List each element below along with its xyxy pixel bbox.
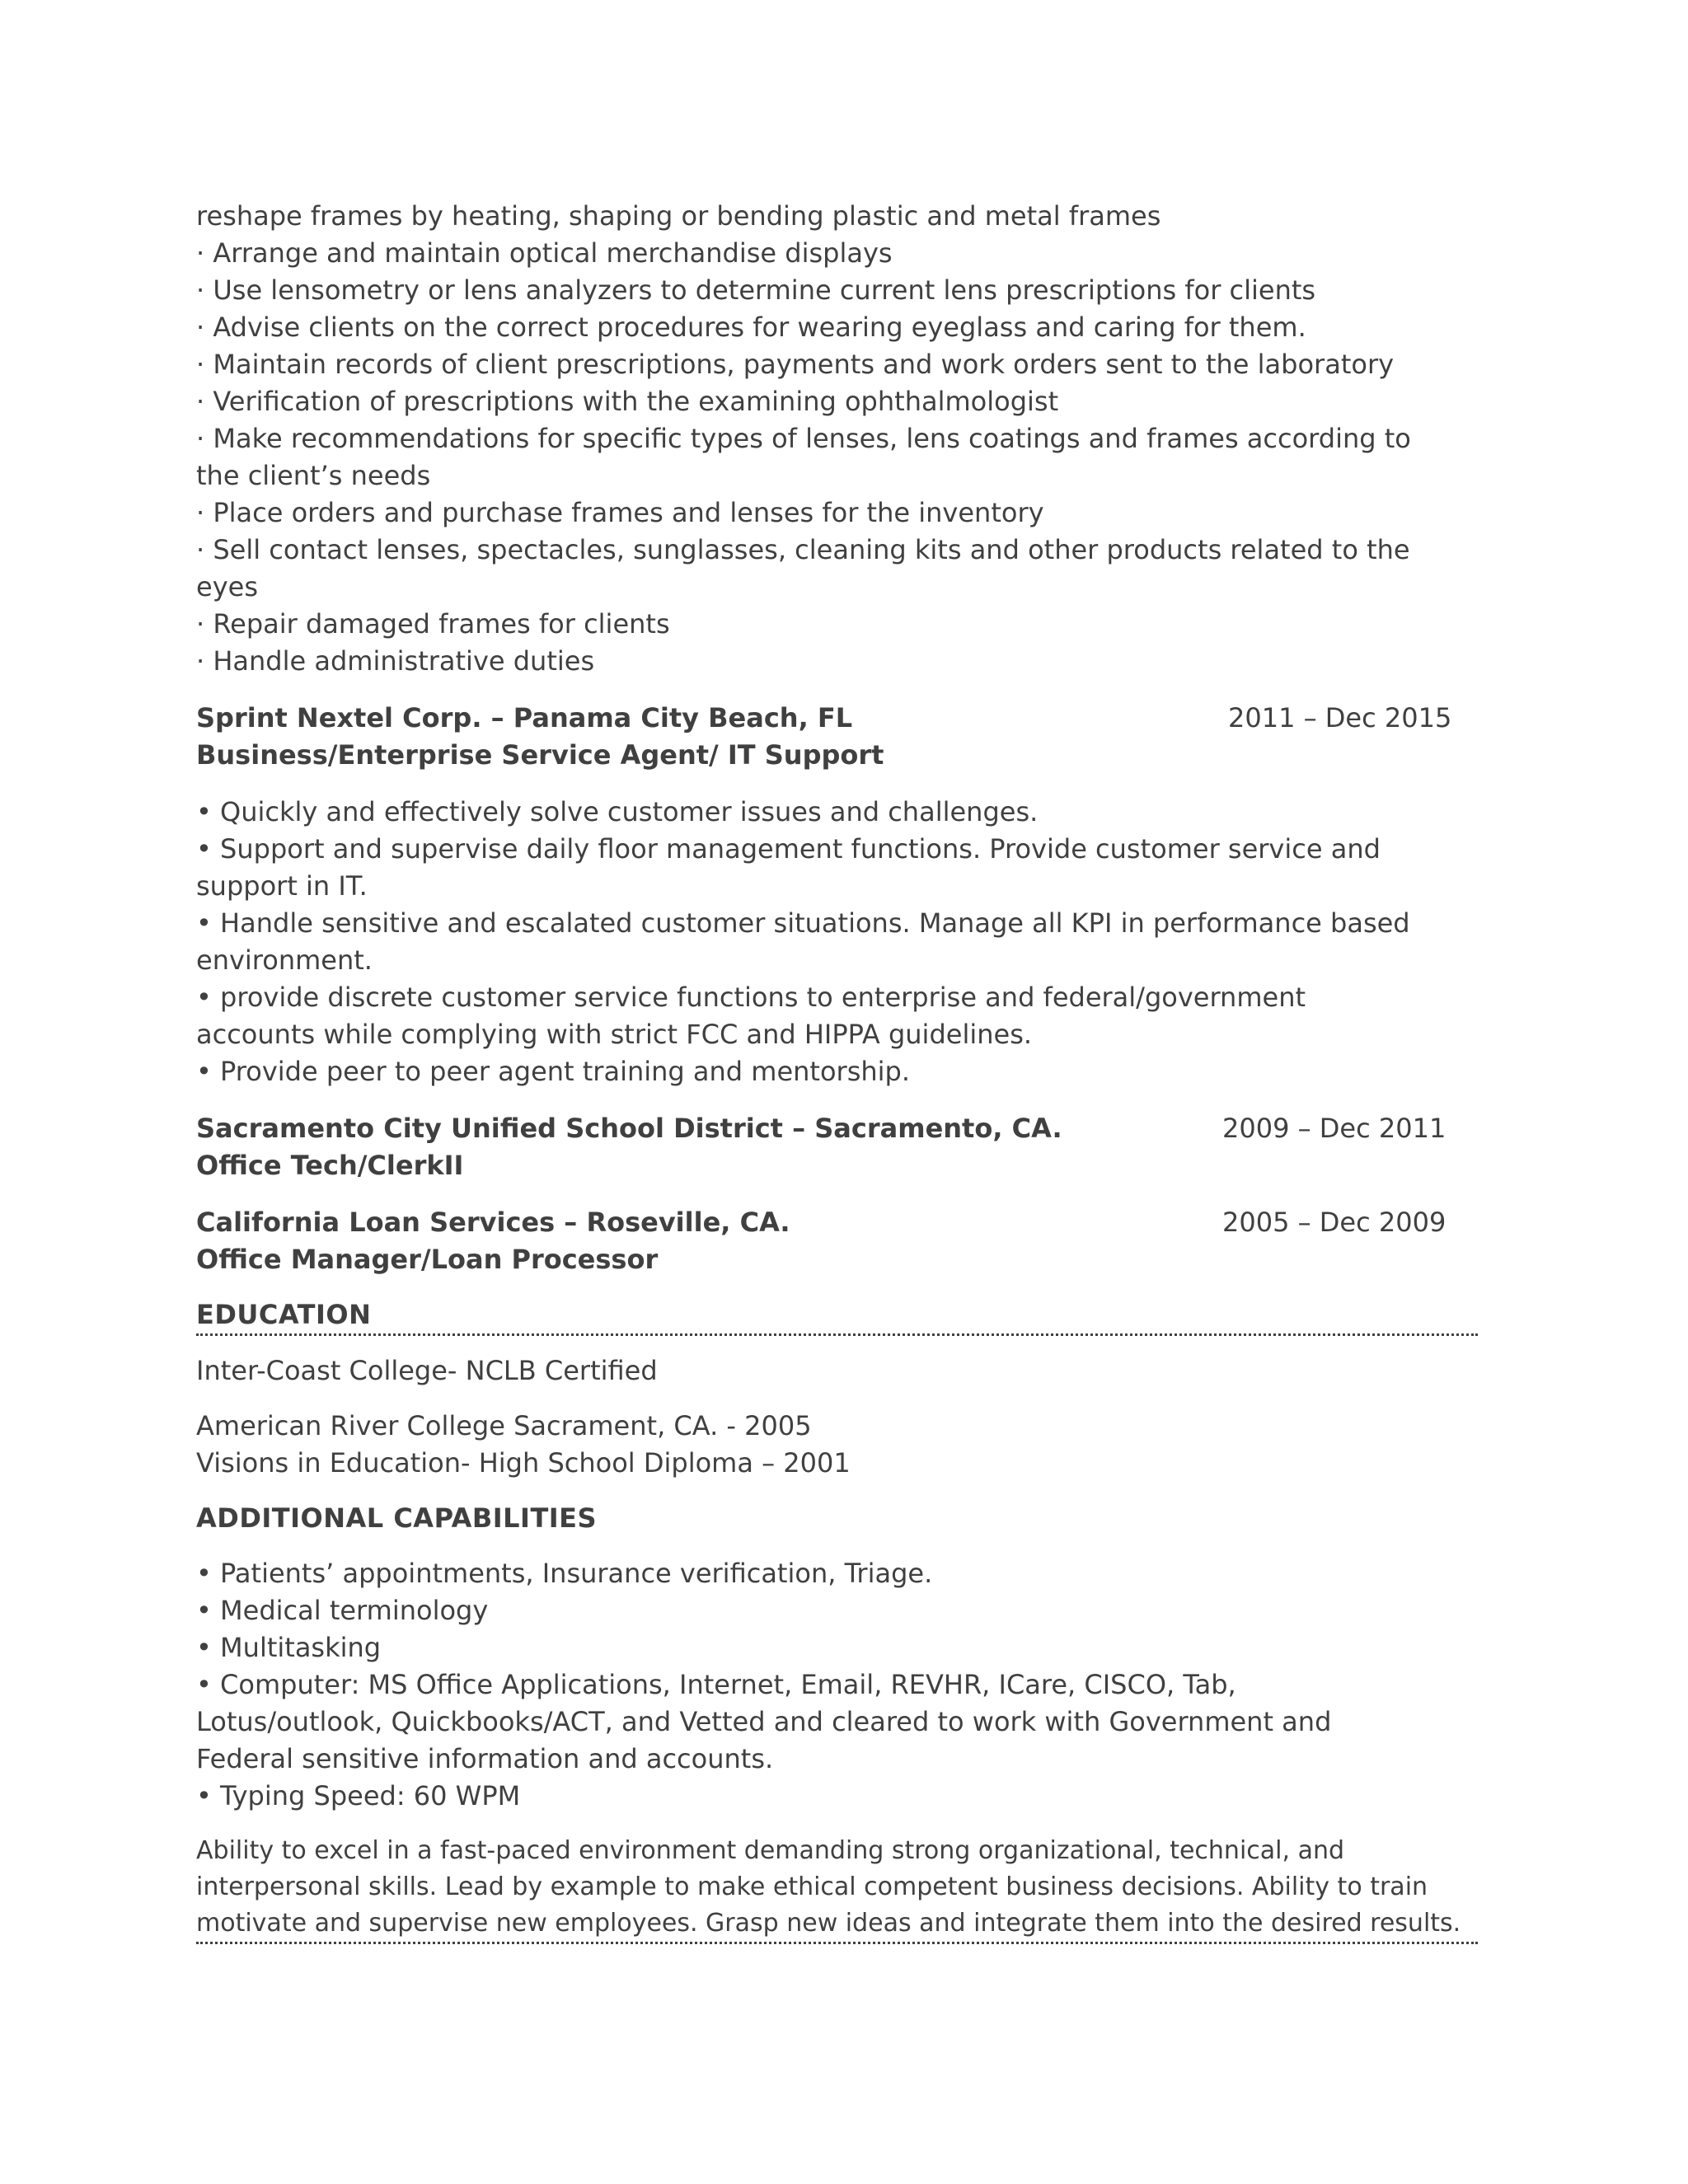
list-item: • Multitasking [196, 1632, 382, 1663]
education-heading: EDUCATION [196, 1296, 1478, 1336]
job-entry [196, 1204, 1478, 1278]
list-item: · Sell contact lenses, spectacles, sunglasses, cleaning kits and other products related to the eyes [196, 534, 1410, 602]
list-item: · Handle administrative duties [196, 645, 595, 677]
job-title: Business/Enterprise Service Agent/ IT Support [196, 739, 884, 771]
duty-list [196, 235, 1478, 680]
job-header [196, 1110, 1478, 1147]
capability-list [196, 1555, 1478, 1815]
education-section [196, 1296, 1478, 1482]
list-item: • Support and supervise daily floor management functions. Provide customer service and support in IT. [196, 833, 1381, 902]
additional-heading: ADDITIONAL CAPABILITIES [196, 1502, 598, 1534]
job-header [196, 1204, 1478, 1241]
list-item: • Typing Speed: 60 WPM [196, 1780, 521, 1811]
job-entry [196, 700, 1478, 1090]
job-employer: Sprint Nextel Corp. – Panama City Beach, FL [196, 702, 853, 733]
job-bullets [196, 794, 1478, 1090]
list-item: • provide discrete customer service functions to enterprise and federal/government accounts while complying with strict FCC and HIPPA guidelines. [196, 982, 1306, 1050]
job-dates: 2009 – Dec 2011 [1222, 1113, 1447, 1144]
list-item: · Maintain records of client prescriptions, payments and work orders sent to the laboratory [196, 349, 1395, 380]
resume-page [196, 198, 1478, 1944]
education-entry: Visions in Education- High School Diploma – 2001 [196, 1447, 851, 1479]
list-item: • Medical terminology [196, 1595, 489, 1626]
list-item: • Computer: MS Office Applications, Internet, Email, REVHR, ICare, CISCO, Tab, Lotus/outlook, Quickbooks/ACT, and Vetted and cleared to work with Government and Federal sensitive information and accounts. [196, 1669, 1332, 1774]
job-title: Office Tech/ClerkII [196, 1150, 464, 1181]
job-dates: 2011 – Dec 2015 [1228, 702, 1452, 733]
list-item: • Handle sensitive and escalated customer situations. Manage all KPI in performance based environment. [196, 907, 1410, 976]
list-item: · Arrange and maintain optical merchandise displays [196, 237, 893, 269]
job-entry [196, 1110, 1478, 1184]
list-item: · Place orders and purchase frames and lenses for the inventory [196, 497, 1044, 528]
closing-statement: Ability to excel in a fast-paced environment demanding strong organizational, technical, and interpersonal skills. Lead by example to make ethical competent business decisions. Ability to train motivate and supervise new employees. Grasp new ideas and integrate them into the desired results. [196, 1833, 1478, 1944]
additional-section [196, 1500, 1478, 1944]
job-header [196, 700, 1478, 737]
job-dates: 2005 – Dec 2009 [1222, 1207, 1447, 1238]
list-item: • Patients’ appointments, Insurance verification, Triage. [196, 1558, 933, 1589]
duty-lead-line: reshape frames by heating, shaping or bending plastic and metal frames [196, 200, 1161, 232]
education-entry: Inter-Coast College- NCLB Certified [196, 1355, 658, 1386]
list-item: • Quickly and effectively solve customer issues and challenges. [196, 796, 1039, 827]
list-item: · Verification of prescriptions with the examining ophthalmologist [196, 386, 1059, 417]
job-employer: California Loan Services – Roseville, CA. [196, 1207, 790, 1238]
list-item: · Advise clients on the correct procedures for wearing eyeglass and caring for them. [196, 312, 1306, 343]
job-employer: Sacramento City Unified School District – Sacramento, CA. [196, 1113, 1062, 1144]
job-title: Office Manager/Loan Processor [196, 1244, 659, 1275]
optician-duties [196, 198, 1478, 680]
list-item: · Use lensometry or lens analyzers to determine current lens prescriptions for clients [196, 274, 1316, 306]
education-entry: American River College Sacrament, CA. - 2005 [196, 1410, 812, 1441]
list-item: · Repair damaged frames for clients [196, 608, 670, 640]
list-item: • Provide peer to peer agent training and mentorship. [196, 1056, 911, 1087]
list-item: · Make recommendations for specific types of lenses, lens coatings and frames according to the client’s needs [196, 423, 1411, 491]
